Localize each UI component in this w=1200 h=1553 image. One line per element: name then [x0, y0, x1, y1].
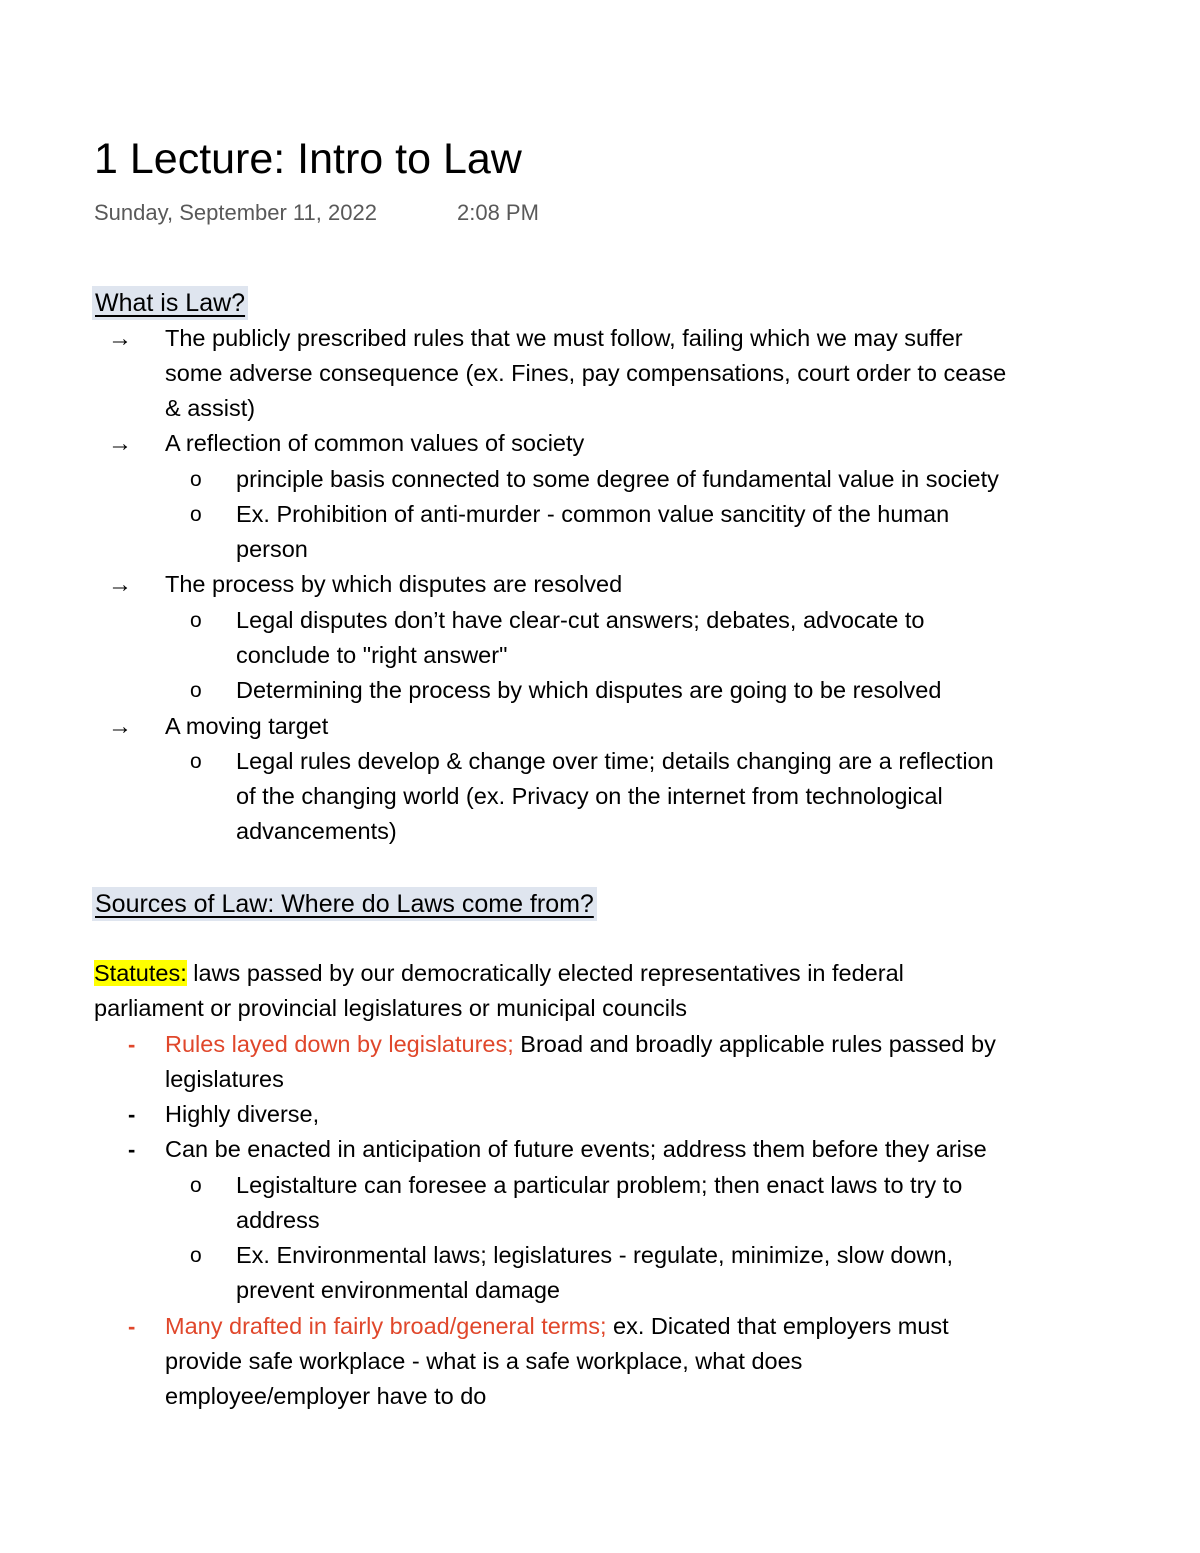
- dash-bullet-icon: -: [128, 1102, 136, 1127]
- list-item-text: Can be enacted in anticipation of future events; address them before they arise: [165, 1136, 987, 1162]
- sub-list-item-text: address: [236, 1207, 320, 1233]
- list-item-text: employee/employer have to do: [165, 1383, 487, 1409]
- circle-bullet-icon: o: [190, 1174, 202, 1197]
- arrow-bullet-icon: →: [108, 713, 132, 740]
- emphasis-text: Rules layed down by legislatures;: [165, 1031, 514, 1057]
- section-heading-what-is-law: What is Law?: [92, 286, 248, 320]
- statutes-text: parliament or provincial legislatures or municipal councils: [94, 995, 687, 1021]
- sub-list-item-text: Legal disputes don’t have clear-cut answers; debates, advocate to: [236, 607, 925, 633]
- dash-bullet-icon: -: [128, 1314, 136, 1339]
- sub-list-item-text: principle basis connected to some degree of fundamental value in society: [236, 466, 999, 492]
- sub-list-item-text: Ex. Environmental laws; legislatures - regulate, minimize, slow down,: [236, 1242, 954, 1268]
- list-item-text: Highly diverse,: [165, 1101, 320, 1127]
- sub-list-item-text: Legistalture can foresee a particular problem; then enact laws to try to: [236, 1172, 963, 1198]
- emphasis-text: Many drafted in fairly broad/general terms;: [165, 1313, 607, 1339]
- page-date: Sunday, September 11, 2022: [94, 200, 377, 225]
- page-title: 1 Lecture: Intro to Law: [94, 135, 522, 183]
- list-item-text: A moving target: [165, 713, 329, 739]
- page-time: 2:08 PM: [457, 200, 539, 225]
- sub-list-item-text: conclude to "right answer": [236, 642, 508, 668]
- dash-bullet-icon: -: [128, 1032, 136, 1057]
- circle-bullet-icon: o: [190, 750, 202, 773]
- arrow-bullet-icon: →: [108, 325, 132, 352]
- dash-bullet-icon: -: [128, 1137, 136, 1162]
- list-item-text: legislatures: [165, 1066, 284, 1092]
- statutes-paragraph: [94, 956, 904, 991]
- sub-list-item-text: Legal rules develop & change over time; details changing are a reflection: [236, 748, 994, 774]
- list-item-text: some adverse consequence (ex. Fines, pay compensations, court order to cease: [165, 360, 1007, 386]
- list-item-text: provide safe workplace - what is a safe workplace, what does: [165, 1348, 803, 1374]
- sub-list-item-text: advancements): [236, 818, 397, 844]
- statutes-label: Statutes:: [94, 960, 187, 986]
- statutes-text: laws passed by our democratically elected representatives in federal: [186, 960, 904, 986]
- list-item-text: Broad and broadly applicable rules passed by: [513, 1031, 996, 1057]
- circle-bullet-icon: o: [190, 1244, 202, 1267]
- section-heading-sources-of-law: Sources of Law: Where do Laws come from?: [92, 887, 597, 921]
- sub-list-item-text: Determining the process by which disputes are going to be resolved: [236, 677, 942, 703]
- list-item-text: & assist): [165, 395, 256, 421]
- list-item-text: The publicly prescribed rules that we must follow, failing which we may suffer: [165, 325, 963, 351]
- list-item-text: ex. Dicated that employers must: [606, 1313, 949, 1339]
- list-item-text: [165, 1027, 996, 1062]
- list-item-text: The process by which disputes are resolved: [165, 571, 623, 597]
- arrow-bullet-icon: →: [108, 430, 132, 457]
- arrow-bullet-icon: →: [108, 571, 132, 598]
- circle-bullet-icon: o: [190, 679, 202, 702]
- circle-bullet-icon: o: [190, 609, 202, 632]
- sub-list-item-text: prevent environmental damage: [236, 1277, 560, 1303]
- sub-list-item-text: of the changing world (ex. Privacy on the internet from technological: [236, 783, 943, 809]
- sub-list-item-text: Ex. Prohibition of anti-murder - common value sancitity of the human: [236, 501, 950, 527]
- list-item-text: A reflection of common values of society: [165, 430, 585, 456]
- list-item-text: [165, 1309, 949, 1344]
- circle-bullet-icon: o: [190, 503, 202, 526]
- sub-list-item-text: person: [236, 536, 308, 562]
- circle-bullet-icon: o: [190, 468, 202, 491]
